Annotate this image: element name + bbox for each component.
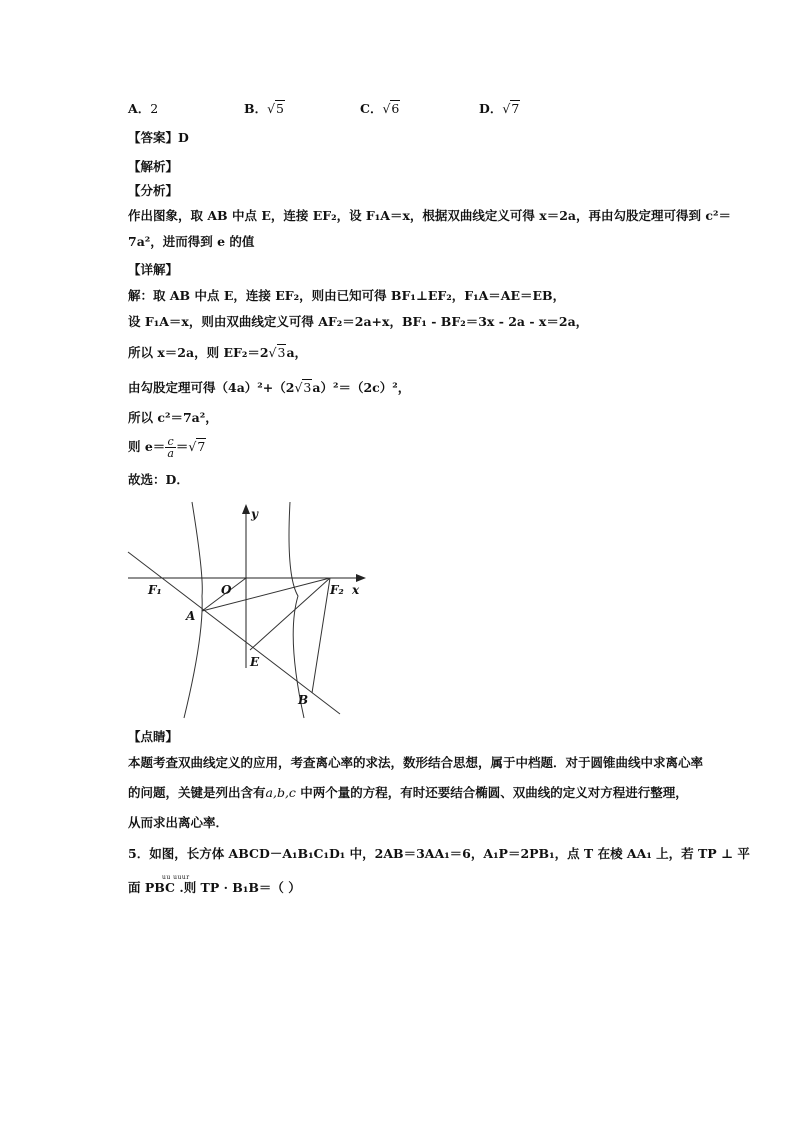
- dianjing-line-2: 的问题，关键是列出含有a,b,c 中两个量的方程，有时还要结合椭圆、双曲线的定义对方程进行整理，: [128, 785, 688, 800]
- label-B: B: [298, 693, 309, 707]
- option-c-letter: C．: [360, 101, 383, 116]
- option-d-value: √7: [502, 101, 520, 116]
- option-c: [360, 99, 400, 117]
- segment-B-F2: [312, 578, 330, 693]
- label-E: E: [250, 655, 260, 669]
- label-y: y: [251, 507, 258, 521]
- detail-line-5: 所以 c²＝7a²，: [128, 410, 218, 425]
- option-a-letter: A．: [128, 101, 151, 116]
- label-F2: F₂: [330, 583, 344, 597]
- option-a: [128, 99, 158, 117]
- question-5-line-2: 面 PBC .则 TP · B₁B＝（ ）: [128, 880, 301, 895]
- label-O: O: [221, 583, 232, 597]
- dianjing-line-1: 本题考查双曲线定义的应用，考查离心率的求法，数形结合思想，属于中档题．对于圆锥曲线中求离心率: [128, 755, 704, 770]
- line-F1-B: [128, 552, 340, 714]
- dianjing-line-3: 从而求出离心率．: [128, 815, 229, 830]
- detail-line-4: 由勾股定理可得（4a）²+（2√3a）²＝（2c）²，: [128, 380, 411, 395]
- question-5-line-1: 5．如图，长方体 ABCD－A₁B₁C₁D₁ 中，2AB＝3AA₁＝6，A₁P＝2PB₁，点 T 在棱 AA₁ 上，若 TP ⊥ 平: [128, 846, 750, 861]
- option-b-letter: B．: [244, 101, 268, 116]
- option-b: [244, 99, 285, 117]
- detail-line-1: 解：取 AB 中点 E，连接 EF₂，则由已知可得 BF₁⊥EF₂，F₁A＝AE＝EB，: [128, 288, 566, 303]
- detail-line-7: 故选：D．: [128, 472, 189, 487]
- fenxi-heading: 【分析】: [128, 183, 179, 198]
- detail-heading: 【详解】: [128, 262, 179, 277]
- hyperbola-figure: [120, 496, 380, 722]
- answer-line: 【答案】D: [128, 130, 189, 145]
- detail-line-6: 则 e＝ $\frac{c}{a}$ ＝√7: [128, 435, 206, 460]
- vector-arrow-marks: uu uuur: [162, 874, 190, 881]
- right-branch: [289, 502, 304, 718]
- option-d-letter: D．: [479, 101, 503, 116]
- x-axis-arrow: [356, 574, 366, 582]
- detail-line-3: 所以 x＝2a，则 EF₂＝2√3a，: [128, 345, 308, 360]
- option-c-value: √6: [382, 101, 400, 116]
- fenxi-line-2: 7a²，进而得到 e 的值: [128, 234, 255, 249]
- dianjing-heading: 【点睛】: [128, 729, 179, 744]
- label-F1: F₁: [148, 583, 162, 597]
- detail-line-2: 设 F₁A＝x，则由双曲线定义可得 AF₂＝2a+x，BF₁ - BF₂＝3x - 2a - x＝2a，: [128, 314, 589, 329]
- fenxi-line-1: 作出图象，取 AB 中点 E，连接 EF₂，设 F₁A＝x，根据双曲线定义可得 x＝2a，再由勾股定理可得到 c²＝: [128, 208, 731, 223]
- option-a-value: 2: [150, 101, 159, 116]
- option-b-value: √5: [267, 101, 284, 116]
- option-d: [479, 99, 520, 117]
- label-A: A: [186, 609, 196, 623]
- label-x: x: [352, 583, 360, 597]
- analysis-heading: 【解析】: [128, 159, 179, 174]
- y-axis-arrow: [242, 504, 250, 514]
